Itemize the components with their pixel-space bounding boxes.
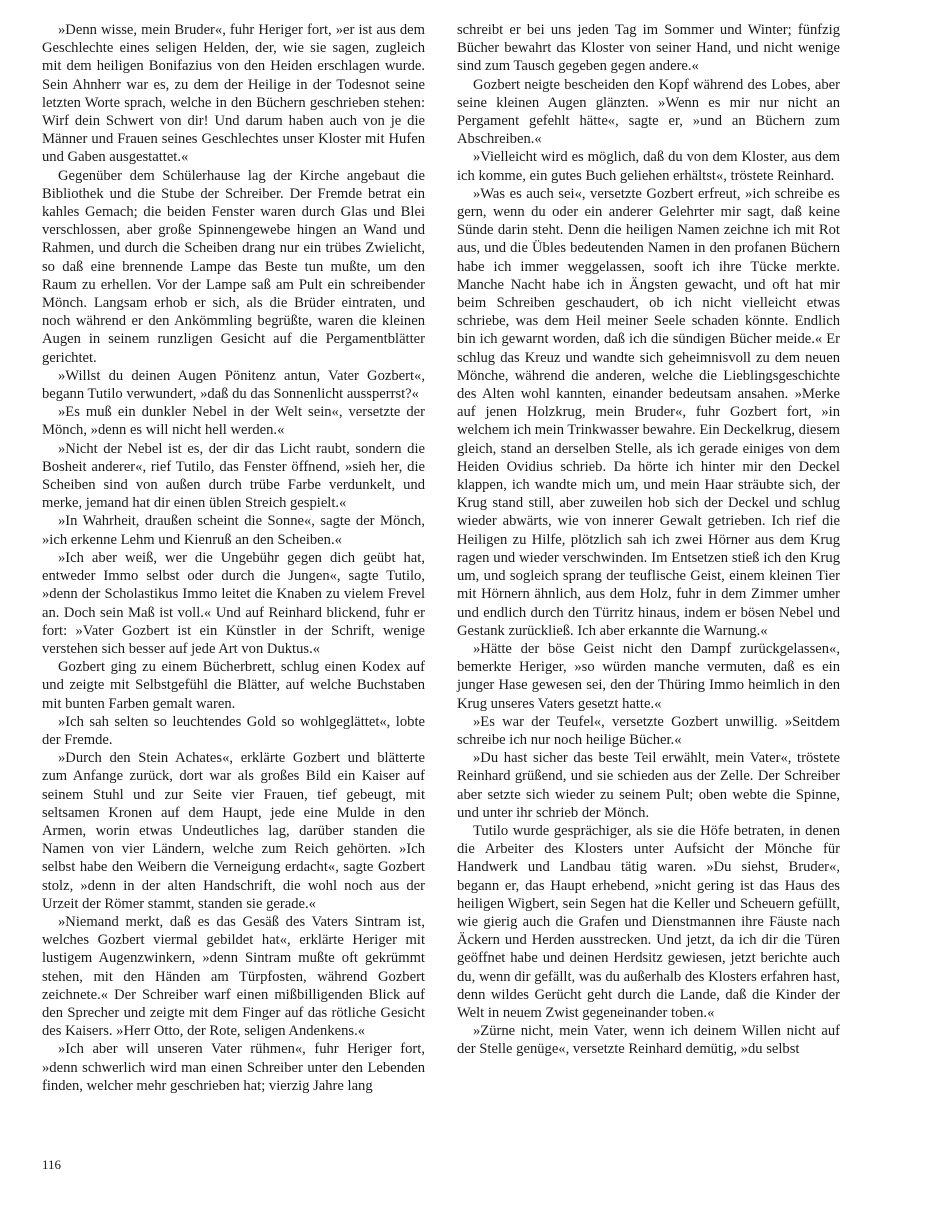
paragraph: »In Wahrheit, draußen scheint die Sonne«, sagte der Mönch, »ich erkenne Lehm und Kienruß an den Scheiben.« [42, 513, 425, 548]
paragraph: »Willst du deinen Augen Pönitenz antun, Vater Gozbert«, begann Tutilo verwundert, »daß du das Sonnenlicht aussperrst?« [42, 367, 425, 403]
paragraph: »Durch den Stein Achates«, erklärte Gozbert und blätterte zum Anfange zurück, dort war als großes Bild ein Kaiser auf seinem Stuhl und zur Seite vier Frauen, tief gebeugt, mit seltsamen Kronen auf dem Haupt, jede eine Mulde in den Armen, worin etwas Undeutliches lag, darüber standen die Namen von vier Ländern, welche zum Reich gehörten. »Ich selbst habe den Weibern die Verneigung erdacht«, sagte Gozbert stolz, »denn in der alten Handschrift, die wohl noch aus der Urzeit der Römer stammt, standen sie gerade.« [42, 750, 425, 912]
paragraph: »Du hast sicher das beste Teil erwählt, mein Vater«, tröstete Reinhard grüßend, und sie schieden aus der Zelle. Der Schreiber aber setzte sich wieder zu seinem Pult; oben webte die Spinne, und unter ihr schrieb der Mönch. [457, 750, 840, 821]
paragraph: Gozbert neigte bescheiden den Kopf während des Lobes, aber seine kleinen Augen glänzten. »Wenn es mir nur nicht an Pergament gefehlt hätte«, sagte er, »und an Büchern zum Abschreiben.« [457, 76, 840, 148]
paragraph: Tutilo wurde gesprächiger, als sie die Höfe betraten, in denen die Arbeiter des Klosters unter Aufsicht der Mönche für Handwerk und Landbau tätig waren. »Du siehst, Bruder«, begann er, das Haupt erhebend, »nicht gering ist das Haus des heiligen Wigbert, sein Segen hat die Keller und Scheuern gefüllt, wie gierig auch die Grafen und Dienstmannen ihre Fäuste nach Äckern und Herden ausstrecken. Und jetzt, da ich dir die Türen geöffnet habe und deinen Herdsitz gewiesen, jetzt berichte auch du, wenn dir gefällt, was du außerhalb des Klosters erfahren hast, denn wildes Gerücht geht durch die Lande, daß die Kinder der Welt in neuem Zwist gegeneinander toben.« [457, 822, 840, 1021]
paragraph: »Ich aber weiß, wer die Ungebühr gegen dich geübt hat, entweder Immo selbst oder durch die Jungen«, sagte Tutilo, »denn der Scholastikus Immo leitet die Knaben zu vielem Frevel an. Doch sein Maß ist voll.« Und auf Reinhard blickend, fuhr er fort: »Vater Gozbert ist ein Künstler in der Schrift, wenige verstehen sich besser auf jede Art von Duktus.« [42, 549, 425, 657]
paragraph: Gozbert ging zu einem Bücherbrett, schlug einen Kodex auf und zeigte mit Selbstgefühl die Blätter, auf welche Buchstaben mit bunten Farben gemalt waren. [42, 659, 425, 712]
paragraph-continued: schreibt er bei uns jeden Tag im Sommer und Winter; fünfzig Bücher bewahrt das Kloster von seiner Hand, und nicht wenige sind zum Tausch gegeben gegen andere.« [457, 22, 840, 75]
paragraph: »Es muß ein dunkler Nebel in der Welt sein«, versetzte der Mönch, »denn es will nicht hell werden.« [42, 404, 425, 439]
paragraph: »Was es auch sei«, versetzte Gozbert erfreut, »ich schreibe es gern, wenn du oder ein anderer Gelehrter mir sagt, daß keine Sünde darin steht. Denn die heiligen Namen zeichne ich mit Rot aus, und die Übles bedeutenden Namen in den profanen Büchern habe ich immer weggelassen, sooft ich ihre Tücke merkte. Manche Nacht habe ich in Ängsten gewacht, und oft hat mir beim Schreiben geschaudert, ob ich nicht vielleicht etwas schriebe, was dem Heil meiner Seele schaden könnte. Endlich bin ich gewarnt worden, daß ich die sündigen Bücher meide.« Er schlug das Kreuz und wandte sich geheimnisvoll zu dem neuen Mönche, während die anderen, welche die Lieblingsgeschichte des Alten wohl kannten, einander bedeutsam ansahen. »Merke auf jenen Holzkrug, mein Bruder«, fuhr Gozbert fort, »in welchem ich mein Trinkwasser bewahre. Ein Deckelkrug, diesem gleich, stand an derselben Stelle, als ich gerade einiges von dem Heiden Ovidius schrieb. Da hörte ich hinter mir den Deckel klappen, ich wandte mich um, und mein Haar sträubte sich, der Krug stand still, aber zuweilen hob sich der Deckel und schlug wieder abwärts, wie von innerer Gewalt getrieben. Ich rief die Heiligen zu Hilfe, plötzlich sah ich zwei Hörner aus dem Krug ragen und wieder verschwinden. Im Entsetzen stieß ich den Krug um, und sogleich sprang der teuflische Geist, einem kleinen Tier mit Hörnern ähnlich, aus dem Holz, fuhr in dem Zimmer umher und endlich durch den Türritz hinaus, indem er bösen Nebel und Gestank zurückließ. Ich aber erkannte die Warnung.« [457, 185, 840, 639]
paragraph: »Denn wisse, mein Bruder«, fuhr Heriger fort, »er ist aus dem Geschlechte eines seligen Helden, der, wie sie sagen, zugleich mit dem heiligen Bonifazius von den Heiden erschlagen wurde. Sein Ahnherr war es, zu dem der Heilige in der Todesnot seine letzten Worte sprach, welche in den Büchern geschrieben stehen: Wirf dein Schwert von dir! Und darum haben auch von je die Männer und Frauen seines Geschlechtes unser Kloster mit Hufen und Gaben ausgestattet.« [42, 22, 425, 166]
paragraph: »Hätte der böse Geist nicht den Dampf zurückgelassen«, bemerkte Heriger, »so würden manche vermuten, daß es ein junger Hase gewesen sei, den der Thüring Immo heimlich in den Krug unseres Vaters gesetzt hatte.« [457, 640, 840, 712]
paragraph: »Es war der Teufel«, versetzte Gozbert unwillig. »Seitdem schreibe ich nur noch heilige Bücher.« [457, 713, 840, 748]
paragraph: »Ich aber will unseren Vater rühmen«, fuhr Heriger fort, »denn schwerlich wird man einen Schreiber unter den Lebenden finden, welcher mehr geschrieben hat; vierzig Jahre lang [42, 1041, 425, 1094]
paragraph: »Zürne nicht, mein Vater, wenn ich deinem Willen nicht auf der Stelle genüge«, versetzte Reinhard demütig, »du selbst [457, 1023, 840, 1058]
paragraph: »Nicht der Nebel ist es, der dir das Licht raubt, sondern die Bosheit anderer«, rief Tutilo, das Fenster öffnend, »sieh her, die Scheiben sind von außen durch trübe Farbe verdunkelt, und merke, jemand hat dir einen üblen Streich gespielt.« [42, 440, 425, 512]
paragraph: »Vielleicht wird es möglich, daß du von dem Kloster, aus dem ich komme, ein gutes Buch geliehen erhältst«, tröstete Reinhard. [457, 149, 840, 184]
right-column [457, 21, 840, 1059]
left-column [42, 21, 425, 1095]
paragraph: »Niemand merkt, daß es das Gesäß des Vaters Sintram ist, welches Gozbert viermal gebildet hat«, erklärte Heriger mit lustigem Augenzwinkern, »denn Sintram mußte oft gekrümmt stehen, mit den Händen am Türpfosten, während Gozbert zeichnete.« Der Schreiber warf einen mißbilligenden Blick auf den Sprecher und zeigte mit dem Finger auf das rötliche Gesicht des Kaisers. »Herr Otto, der Rote, seligen Andenkens.« [42, 913, 425, 1040]
page-number: 116 [42, 1157, 62, 1172]
paragraph: »Ich sah selten so leuchtendes Gold so wohlgeglättet«, lobte der Fremde. [42, 713, 425, 748]
paragraph: Gegenüber dem Schülerhause lag der Kirche angebaut die Bibliothek und die Stube der Schreiber. Der Fremde betrat ein kahles Gemach; die beiden Fenster waren durch Glas und Blei verschlossen, aber große Spinnengewebe hingen an Wand und Rahmen, und durch die Scheiben drang nur ein trübes Zwielicht, so daß eine brennende Lampe das Beste tun mußte, um den Raum zu erhellen. Vor der Lampe saß am Pult ein schreibender Mönch. Langsam erhob er sich, als die Brüder eintraten, und noch während er den Ankömmling begrüßte, waren die kleinen Augen in seinem runzligen Gesicht auf die Pergamentblätter gerichtet. [42, 167, 425, 366]
